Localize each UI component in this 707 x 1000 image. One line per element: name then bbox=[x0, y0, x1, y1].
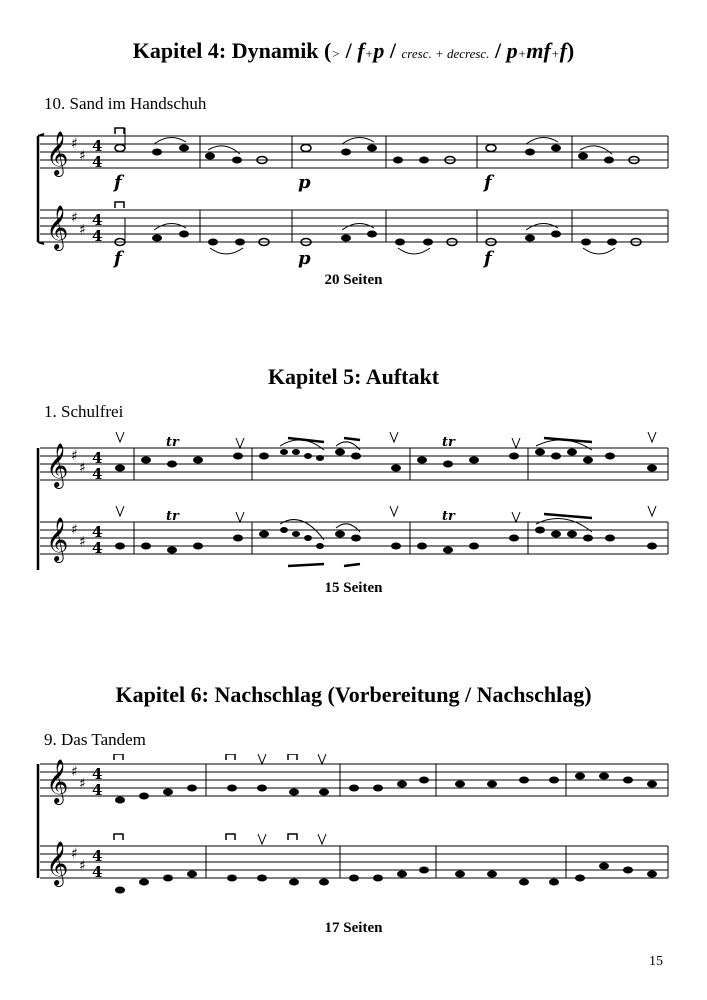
time-signature-denominator: 4 bbox=[92, 863, 103, 881]
lower-notes bbox=[115, 218, 641, 254]
note bbox=[341, 149, 351, 156]
trill-mark: tr bbox=[166, 509, 179, 524]
note bbox=[581, 239, 591, 246]
note bbox=[152, 235, 162, 242]
note-half bbox=[115, 145, 125, 152]
note bbox=[179, 231, 189, 238]
note bbox=[393, 157, 403, 164]
page-number: 15 bbox=[649, 954, 663, 969]
time-signature-numerator: 4 bbox=[92, 449, 103, 467]
note bbox=[551, 231, 561, 238]
treble-clef-icon: 𝄞 bbox=[46, 517, 69, 561]
cresc-decresc-text: cresc. + decresc. bbox=[401, 46, 490, 61]
staff-lower bbox=[40, 210, 668, 242]
treble-clef-icon: 𝄞 bbox=[46, 759, 69, 803]
note bbox=[419, 157, 429, 164]
dynamic-marking: p bbox=[298, 172, 311, 193]
treble-clef-icon: 𝄞 bbox=[46, 443, 69, 487]
chapter-title-6: Kapitel 6: Nachschlag (Vorbereitung / Nachschlag) bbox=[115, 682, 592, 707]
note bbox=[179, 145, 189, 152]
staff-upper bbox=[40, 136, 668, 168]
note bbox=[525, 149, 535, 156]
time-signature-denominator: 4 bbox=[92, 465, 103, 483]
separator: / bbox=[494, 38, 502, 63]
note-half bbox=[301, 145, 311, 152]
dynamic-mezzoforte: mf bbox=[526, 38, 551, 63]
treble-clef-icon: 𝄞 bbox=[46, 205, 69, 249]
note bbox=[607, 239, 617, 246]
sharp-icon: ♯ bbox=[79, 222, 86, 238]
dynamic-marking: f bbox=[114, 172, 122, 193]
note-half bbox=[486, 145, 496, 152]
note bbox=[604, 157, 614, 164]
staff-lower bbox=[40, 846, 668, 878]
sharp-icon: ♯ bbox=[71, 522, 78, 538]
sharp-icon: ♯ bbox=[79, 460, 86, 476]
sharp-icon: ♯ bbox=[79, 858, 86, 874]
score-system-1 bbox=[0, 120, 707, 270]
sharp-icon: ♯ bbox=[71, 136, 78, 152]
note bbox=[208, 239, 218, 246]
plus: + bbox=[517, 46, 527, 61]
note bbox=[423, 239, 433, 246]
sharp-icon: ♯ bbox=[71, 846, 78, 862]
trill-mark: tr bbox=[442, 435, 455, 450]
trill-mark: tr bbox=[442, 509, 455, 524]
accent-symbol: > bbox=[331, 46, 341, 61]
note bbox=[152, 149, 162, 156]
sharp-icon: ♯ bbox=[71, 210, 78, 226]
sharp-icon: ♯ bbox=[79, 534, 86, 550]
score-system-3 bbox=[0, 754, 707, 894]
time-signature-numerator: 4 bbox=[92, 847, 103, 865]
dynamic-marking: f bbox=[114, 248, 122, 269]
piece-title-sand: 10. Sand im Handschuh bbox=[44, 94, 207, 113]
slurs bbox=[280, 440, 592, 540]
treble-clef-icon: 𝄞 bbox=[46, 131, 69, 175]
barlines bbox=[206, 764, 668, 878]
paren-close: ) bbox=[566, 38, 575, 63]
time-signature-numerator: 4 bbox=[92, 523, 103, 541]
time-signature-denominator: 4 bbox=[92, 153, 103, 171]
note bbox=[232, 157, 242, 164]
note bbox=[235, 239, 245, 246]
time-signature-numerator: 4 bbox=[92, 765, 103, 783]
up-bow-icon bbox=[258, 754, 326, 844]
dynamics-legend bbox=[324, 38, 574, 63]
time-signature-numerator: 4 bbox=[92, 137, 103, 155]
piece-title-tandem: 9. Das Tandem bbox=[44, 730, 146, 749]
separator: / bbox=[389, 38, 397, 63]
sharp-icon: ♯ bbox=[79, 148, 86, 164]
note bbox=[395, 239, 405, 246]
upper-notes bbox=[115, 449, 657, 472]
note bbox=[525, 235, 535, 242]
dynamic-piano: p bbox=[506, 38, 518, 63]
dynamic-marking: f bbox=[484, 248, 492, 269]
dynamic-marking: f bbox=[484, 172, 492, 193]
chapter-title-5: Kapitel 5: Auftakt bbox=[267, 364, 440, 389]
note bbox=[551, 145, 561, 152]
chapter-title-text: Kapitel 4: Dynamik bbox=[132, 38, 319, 63]
pages-label: 20 Seiten bbox=[324, 272, 383, 288]
piece-title-schulfrei: 1. Schulfrei bbox=[44, 402, 124, 421]
note bbox=[367, 145, 377, 152]
time-signature-denominator: 4 bbox=[92, 781, 103, 799]
dynamic-forte: f bbox=[559, 38, 567, 63]
sharp-icon: ♯ bbox=[79, 776, 86, 792]
score-system-2 bbox=[0, 430, 707, 570]
lower-notes bbox=[115, 527, 657, 554]
beams bbox=[288, 438, 592, 566]
note bbox=[367, 231, 377, 238]
time-signature-denominator: 4 bbox=[92, 227, 103, 245]
pages-label: 15 Seiten bbox=[324, 580, 383, 596]
plus: + bbox=[550, 46, 560, 61]
paren-open: ( bbox=[324, 38, 332, 63]
dynamic-piano: p bbox=[373, 38, 385, 63]
up-bow-icon bbox=[116, 432, 656, 522]
pages-label: 17 Seiten bbox=[324, 920, 383, 936]
time-signature-numerator: 4 bbox=[92, 211, 103, 229]
sharp-icon: ♯ bbox=[71, 448, 78, 464]
note bbox=[205, 153, 215, 160]
dynamic-marking: p bbox=[298, 248, 311, 269]
dynamic-forte: f bbox=[357, 38, 365, 63]
note bbox=[578, 153, 588, 160]
trill-mark: tr bbox=[166, 435, 179, 450]
treble-clef-icon: 𝄞 bbox=[46, 841, 69, 885]
plus: + bbox=[364, 46, 374, 61]
time-signature-denominator: 4 bbox=[92, 539, 103, 557]
brace-icon bbox=[38, 134, 44, 244]
chapter-title-4 bbox=[0, 38, 707, 64]
note bbox=[341, 235, 351, 242]
upper-notes bbox=[115, 128, 639, 164]
sharp-icon: ♯ bbox=[71, 764, 78, 780]
separator: / bbox=[345, 38, 352, 63]
